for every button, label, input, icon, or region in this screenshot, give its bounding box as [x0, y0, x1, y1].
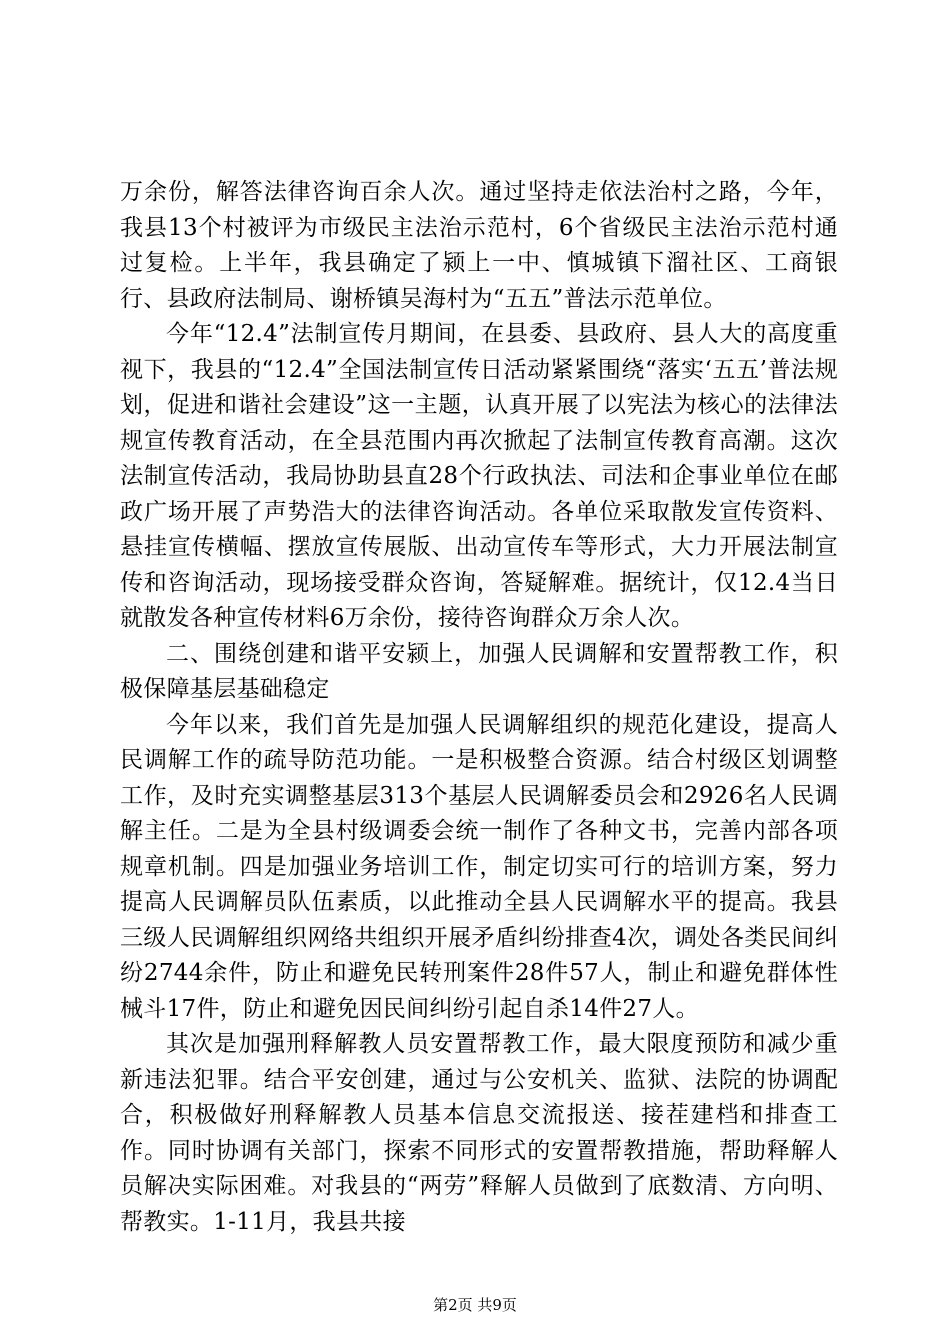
paragraph-1: 万余份，解答法律咨询百余人次。通过坚持走依法治村之路，今年，我县13个村被评为市级民主法治示范村，6个省级民主法治示范村通过复检。上半年，我县确定了颍上一中、慎城镇下溜社区、工商银行、县政府法制局、谢桥镇吴海村为“五五”普法示范单位。 [120, 179, 838, 312]
page-footer: 第2页 共9页 [433, 1296, 517, 1314]
paragraph-3: 今年以来，我们首先是加强人民调解组织的规范化建设，提高人民调解工作的疏导防范功能。一是积极整合资源。结合村级区划调整工作，及时充实调整基层313个基层人民调解委员会和2926名人民调解主任。二是为全县村级调委会统一制作了各种文书，完善内部各项规章机制。四是加强业务培训工作，制定切实可行的培训方案，努力提高人民调解员队伍素质，以此推动全县人民调解水平的提高。我县三级人民调解组织网络共组织开展矛盾纠纷排查4次，调处各类民间纠纷2744余件，防止和避免民转刑案件28件57人，制止和避免群体性械斗17件，防止和避免因民间纠纷引起自杀14件27人。 [120, 711, 838, 1022]
section-heading-2: 二、围绕创建和谐平安颍上，加强人民调解和安置帮教工作，积极保障基层基础稳定 [120, 640, 838, 702]
paragraph-2: 今年“12.4”法制宣传月期间，在县委、县政府、县人大的高度重视下，我县的“12.4”全国法制宣传日活动紧紧围绕“落实‘五五’普法规划，促进和谐社会建设”这一主题，认真开展了以宪法为核心的法律法规宣传教育活动，在全县范围内再次掀起了法制宣传教育高潮。这次法制宣传活动，我局协助县直28个行政执法、司法和企事业单位在邮政广场开展了声势浩大的法律咨询活动。各单位采取散发宣传资料、悬挂宣传横幅、摆放宣传展版、出动宣传车等形式，大力开展法制宣传和咨询活动，现场接受群众咨询，答疑解难。据统计，仅12.4当日就散发各种宣传材料6万余份，接待咨询群众万余人次。 [120, 321, 838, 631]
paragraph-4: 其次是加强刑释解教人员安置帮教工作，最大限度预防和减少重新违法犯罪。结合平安创建，通过与公安机关、监狱、法院的协调配合，积极做好刑释解教人员基本信息交流报送、接茬建档和排查工作。同时协调有关部门，探索不同形式的安置帮教措施，帮助释解人员解决实际困难。对我县的“两劳”释解人员做到了底数清、方向明、帮教实。1-11月，我县共接 [120, 1031, 838, 1235]
document-body [120, 175, 838, 1240]
